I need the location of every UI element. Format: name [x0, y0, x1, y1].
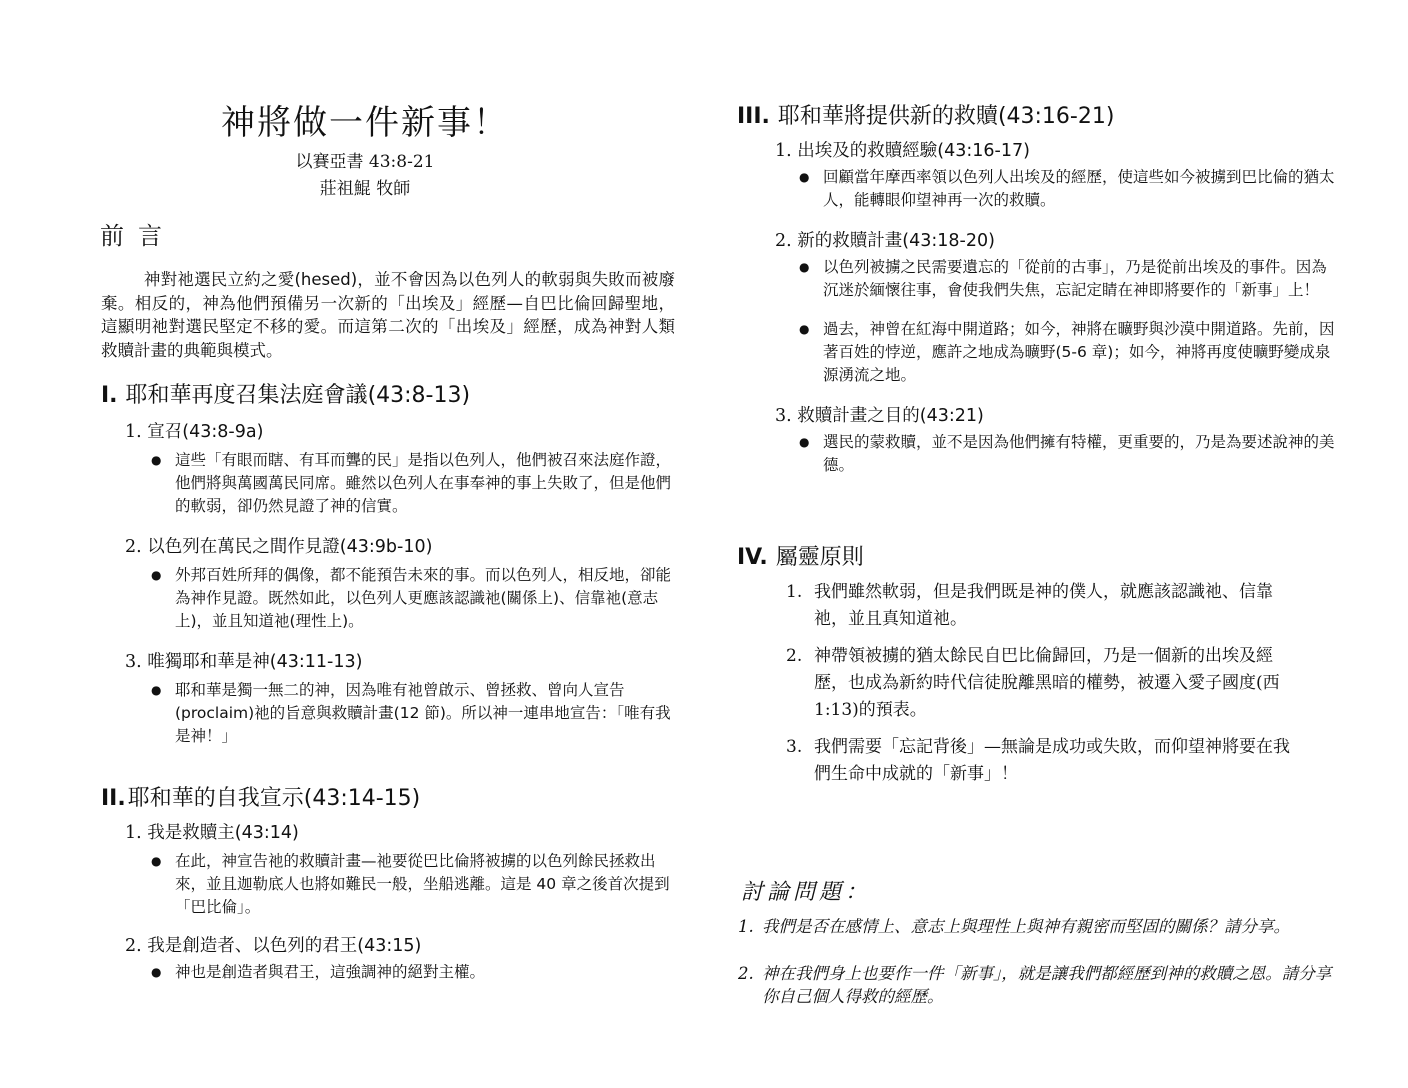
bullet-text: 回顧當年摩西率領以色列人出埃及的經歷，使這些如今被擄到巴比倫的猶太人，能轉眼仰望神再一次的救贖。 — [823, 168, 1335, 209]
item-heading — [775, 403, 1337, 429]
principle-number: 2. — [786, 646, 803, 666]
section-heading — [737, 102, 1337, 132]
bullet-point — [151, 679, 681, 748]
bullet-dot-icon: ● — [799, 435, 810, 449]
section-1 — [101, 381, 681, 748]
bullet-text: 過去，神曾在紅海中開道路；如今，神將在曠野與沙漠中開道路。先前，因著百姓的悖逆，應許之地成為曠野(5-6 章)；如今，神將再度使曠野變成泉源湧流之地。 — [823, 320, 1335, 384]
item-range: (43:9b-10) — [339, 537, 433, 557]
intro-heading: 前言 — [100, 222, 176, 250]
item-heading — [775, 138, 1337, 164]
discussion-question — [738, 915, 1346, 938]
item-number: 2. — [775, 231, 792, 251]
principle-item — [786, 579, 1306, 633]
item-title: 新的救贖計畫 — [797, 231, 903, 251]
item-title: 宣召 — [147, 422, 183, 442]
bullet-dot-icon: ● — [799, 170, 810, 184]
bullet-point — [151, 564, 681, 633]
item-heading — [125, 649, 681, 675]
principle-item — [786, 643, 1306, 724]
item-heading — [125, 419, 681, 445]
section-title: 耶和華再度召集法庭會議 — [125, 383, 368, 408]
item-title: 以色列在萬民之間作見證 — [147, 537, 340, 557]
section-range: (43:8-13) — [367, 383, 471, 408]
bullet-dot-icon: ● — [151, 683, 162, 697]
item-heading — [125, 933, 681, 959]
section-range: (43:14-15) — [303, 786, 421, 811]
bullet-text: 耶和華是獨一無二的神，因為唯有祂曾啟示、曾拯救、曾向人宣告(proclaim)祂的旨意與救贖計畫(12 節)。所以神一連串地宣告：「唯有我是神！」 — [175, 681, 671, 745]
item-range: (43:15) — [357, 936, 422, 956]
section-heading — [101, 784, 681, 814]
section-item — [125, 933, 681, 984]
principle-text: 神帶領被擄的猶太餘民自巴比倫歸回，乃是一個新的出埃及經歷，也成為新約時代信徒脫離黑暗的權勢，被遷入愛子國度(西 1:13)的預表。 — [814, 646, 1280, 720]
section-range: (43:16-21) — [997, 104, 1115, 129]
bullet-text: 這些「有眼而瞎、有耳而聾的民」是指以色列人，他們被召來法庭作證，他們將與萬國萬民同席。雖然以色列人在事奉神的事上失敗了，但是他們的軟弱，卻仍然見證了神的信實。 — [175, 451, 672, 515]
item-number: 1. — [775, 141, 792, 161]
item-number: 1. — [125, 823, 142, 843]
item-number: 2. — [125, 537, 142, 557]
section-heading — [737, 543, 1337, 573]
bullet-dot-icon: ● — [799, 260, 810, 274]
question-number: 2. — [738, 964, 754, 983]
bullet-point — [151, 449, 681, 518]
question-number: 1. — [738, 917, 754, 936]
item-range: (43:11-13) — [269, 652, 363, 672]
bullet-text: 在此，神宣告祂的救贖計畫—祂要從巴比倫將被擄的以色列餘民拯救出來，並且迦勒底人也將如難民一般，坐船逃離。這是 40 章之後首次提到「巴比倫」。 — [175, 852, 670, 916]
section-item — [125, 649, 681, 748]
discussion-heading: 討論問題： — [741, 880, 872, 905]
item-title: 我是創造者、以色列的君王 — [147, 936, 358, 956]
question-text: 我們是否在感情上、意志上與理性上與神有親密而堅固的關係？請分享。 — [762, 917, 1290, 936]
item-heading — [125, 534, 681, 560]
page-title: 神將做一件新事！ — [221, 103, 509, 143]
section-title: 耶和華將提供新的救贖 — [777, 104, 998, 129]
section-item — [125, 419, 681, 518]
discussion-question — [738, 962, 1346, 1008]
bullet-point — [799, 318, 1337, 387]
item-number: 2. — [125, 936, 142, 956]
item-number: 1. — [125, 422, 142, 442]
section-2 — [101, 784, 681, 984]
item-range: (43:8-9a) — [182, 422, 264, 442]
section-number: III. — [737, 104, 770, 129]
item-title: 出埃及的救贖經驗 — [797, 141, 938, 161]
intro-paragraph: 神對祂選民立約之愛(hesed)，並不會因為以色列人的軟弱與失敗而被廢棄。相反的，神為他們預備另一次新的「出埃及」經歷—自巴比倫回歸聖地，這顯明祂對選民堅定不移的愛。而這第二次的「出埃及」經歷，成為神對人類救贖計畫的典範與模式。 — [101, 270, 675, 360]
bullet-point — [799, 166, 1337, 212]
section-number: II. — [101, 786, 126, 811]
principle-text: 我們需要「忘記背後」—無論是成功或失敗，而仰望神將要在我們生命中成就的「新事」！ — [814, 737, 1290, 784]
item-range: (43:16-17) — [937, 141, 1030, 161]
item-range: (43:21) — [919, 406, 984, 426]
bullet-text: 選民的蒙救贖，並不是因為他們擁有特權，更重要的，乃是為要述說神的美德。 — [823, 433, 1335, 474]
bullet-dot-icon: ● — [151, 453, 162, 467]
scripture-reference: 以賽亞書 43:8-21 — [295, 152, 435, 172]
item-title: 我是救贖主 — [147, 823, 235, 843]
item-heading — [125, 820, 681, 846]
bullet-dot-icon: ● — [799, 322, 810, 336]
speaker-name: 莊祖鯤 牧師 — [319, 179, 411, 199]
item-title: 唯獨耶和華是神 — [147, 652, 270, 672]
item-range: (43:14) — [234, 823, 299, 843]
item-title: 救贖計畫之目的 — [797, 406, 920, 426]
section-title: 耶和華的自我宣示 — [127, 786, 304, 811]
item-number: 3. — [125, 652, 142, 672]
bullet-text: 外邦百姓所拜的偶像，都不能預告未來的事。而以色列人，相反地，卻能為神作見證。既然如此，以色列人更應該認識祂(關係上)、信靠祂(意志上)，並且知道祂(理性上)。 — [175, 566, 672, 630]
section-number: I. — [101, 383, 118, 408]
bullet-text: 以色列被擄之民需要遺忘的「從前的古事」，乃是從前出埃及的事件。因為沉迷於緬懷往事，會使我們失焦，忘記定睛在神即將要作的「新事」上！ — [823, 258, 1327, 299]
item-number: 3. — [775, 406, 792, 426]
item-heading — [775, 228, 1337, 254]
section-item — [775, 403, 1337, 477]
section-item — [125, 534, 681, 633]
section-3 — [737, 102, 1337, 477]
bullet-dot-icon: ● — [151, 568, 162, 582]
principle-number: 3. — [786, 737, 803, 757]
bullet-point — [799, 431, 1337, 477]
principle-text: 我們雖然軟弱，但是我們既是神的僕人，就應該認識祂、信靠祂，並且真知道祂。 — [814, 582, 1273, 629]
principle-number: 1. — [786, 582, 803, 602]
principle-item — [786, 734, 1306, 788]
item-range: (43:18-20) — [902, 231, 995, 251]
section-heading — [101, 381, 681, 411]
bullet-point — [151, 961, 681, 984]
section-item — [125, 820, 681, 919]
bullet-dot-icon: ● — [151, 854, 162, 868]
section-4 — [737, 543, 1337, 788]
question-text: 神在我們身上也要作一件「新事」，就是讓我們都經歷到神的救贖之恩。請分享你自己個人得救的經歷。 — [762, 964, 1332, 1006]
bullet-text: 神也是創造者與君王，這強調神的絕對主權。 — [175, 963, 486, 981]
section-item — [775, 228, 1337, 387]
bullet-point — [799, 256, 1337, 302]
bullet-point — [151, 850, 681, 919]
section-title: 屬靈原則 — [775, 545, 864, 570]
section-number: IV. — [737, 545, 768, 570]
bullet-dot-icon: ● — [151, 965, 162, 979]
section-item — [775, 138, 1337, 212]
principle-list — [786, 579, 1306, 788]
